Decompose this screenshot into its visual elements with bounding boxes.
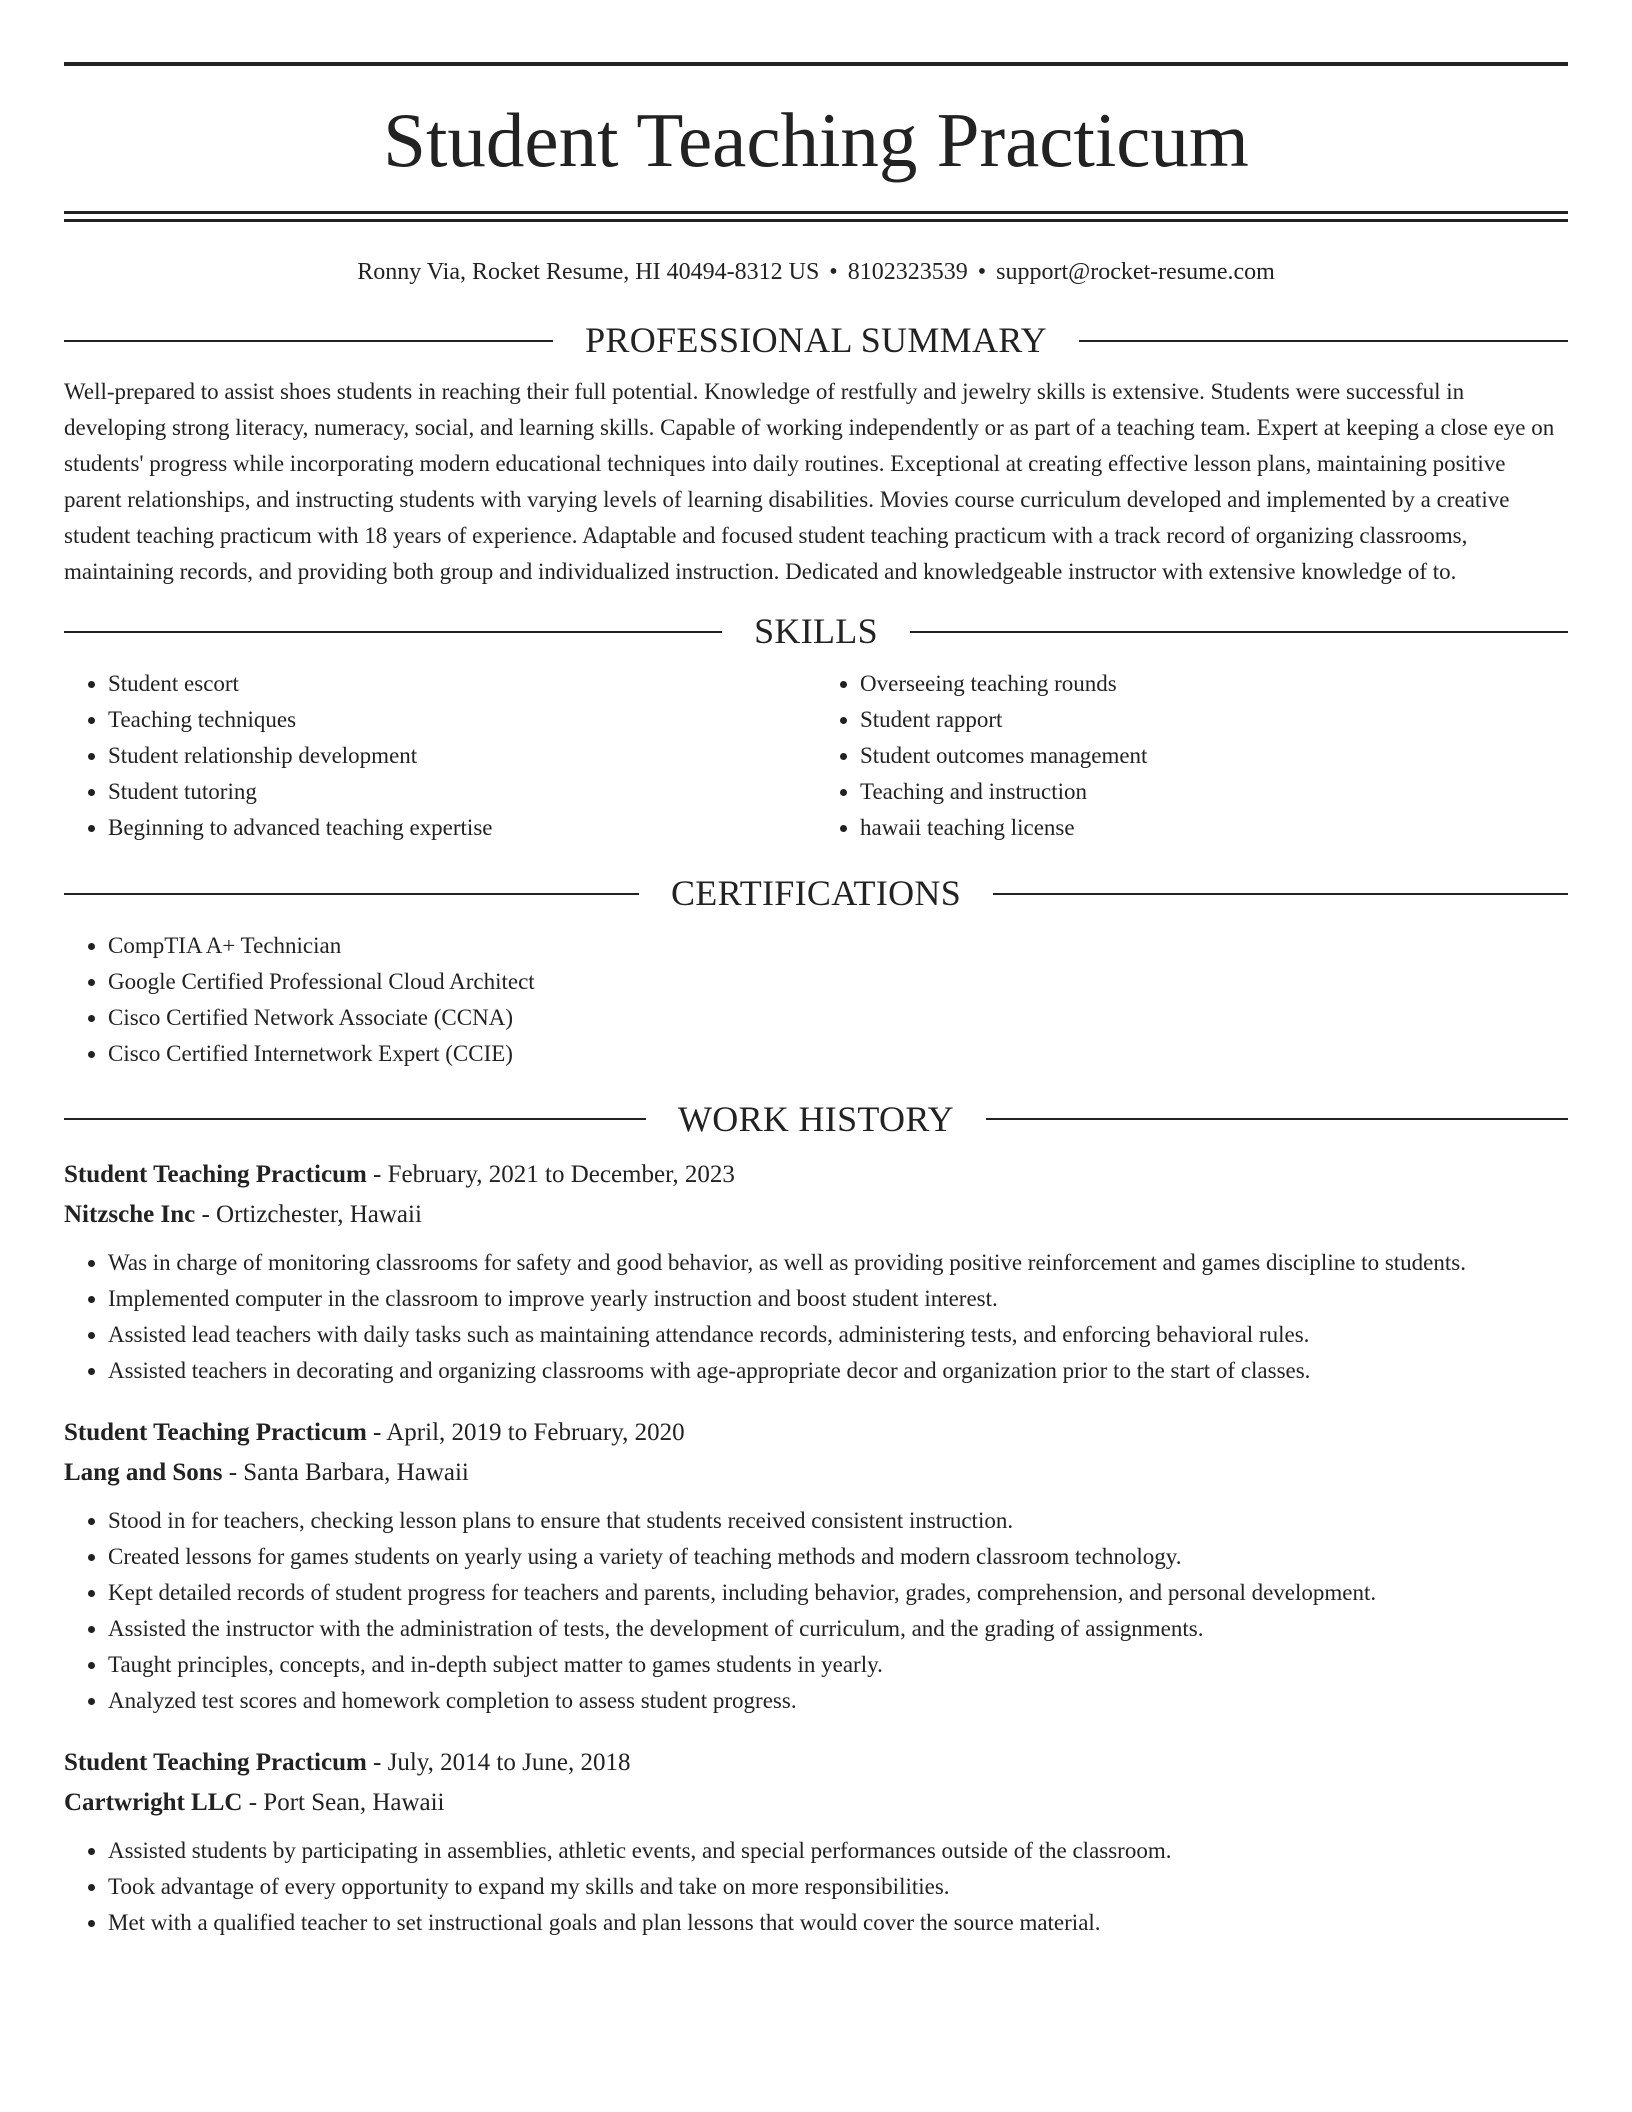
job-company: Nitzsche Inc bbox=[64, 1201, 196, 1229]
work-heading: WORK HISTORY bbox=[678, 1098, 954, 1139]
job-bullet: • Analyzed test scores and homework completion to assess student progress. bbox=[108, 1683, 1568, 1719]
contact-separator: • bbox=[829, 259, 838, 285]
certification-item: • Google Certified Professional Cloud Architect bbox=[108, 964, 1568, 1000]
job-bullet: • Created lessons for games students on yearly using a variety of teaching methods and modern classroom technology. bbox=[108, 1539, 1568, 1575]
skill-item: • Student rapport bbox=[860, 702, 1568, 738]
certification-item: • Cisco Certified Internetwork Expert (CCIE) bbox=[108, 1036, 1568, 1072]
job-entry bbox=[64, 1413, 1568, 1719]
certifications-list bbox=[64, 928, 1568, 1072]
job-company-line bbox=[64, 1453, 1568, 1493]
skills-column-right bbox=[816, 666, 1568, 846]
job-bullets bbox=[64, 1245, 1568, 1389]
job-company: Lang and Sons bbox=[64, 1459, 223, 1487]
job-location: - Port Sean, Hawaii bbox=[242, 1789, 445, 1817]
skill-item: • Beginning to advanced teaching expertise bbox=[108, 810, 816, 846]
section-rule bbox=[64, 1118, 646, 1120]
summary-heading: PROFESSIONAL SUMMARY bbox=[585, 319, 1047, 360]
job-bullets bbox=[64, 1503, 1568, 1719]
skill-item: • Student escort bbox=[108, 666, 816, 702]
skills-section-header bbox=[64, 612, 1568, 652]
job-bullet: • Was in charge of monitoring classrooms for safety and good behavior, as well as providing positive reinforcement and games discipline to students. bbox=[108, 1245, 1568, 1281]
work-section-header bbox=[64, 1100, 1568, 1140]
contact-phone: 8102323539 bbox=[847, 259, 968, 285]
job-company: Cartwright LLC bbox=[64, 1789, 243, 1817]
section-rule bbox=[64, 340, 553, 342]
job-bullet: • Took advantage of every opportunity to expand my skills and take on more responsibilities. bbox=[108, 1869, 1568, 1905]
skills-column-left bbox=[64, 666, 816, 846]
top-rule bbox=[64, 62, 1568, 66]
job-bullet: • Implemented computer in the classroom to improve yearly instruction and boost student interest. bbox=[108, 1281, 1568, 1317]
certifications-heading: CERTIFICATIONS bbox=[670, 872, 962, 913]
job-bullet: • Assisted students by participating in assemblies, athletic events, and special performances outside of the classroom. bbox=[108, 1833, 1568, 1869]
skill-item: • Student tutoring bbox=[108, 774, 816, 810]
job-bullet: • Stood in for teachers, checking lesson plans to ensure that students received consistent instruction. bbox=[108, 1503, 1568, 1539]
skills-heading: SKILLS bbox=[754, 611, 878, 652]
section-rule bbox=[986, 1118, 1568, 1120]
section-rule bbox=[64, 631, 722, 633]
summary-text: Well-prepared to assist shoes students in reaching their full potential. Knowledge of restfully and jewelry skills is extensive. Students were successful in developing strong literacy, numeracy, social, and learning skills. Capable of working independently or as part of a teaching team. Expert at keeping a close eye on students' progress while incorporating modern educational techniques into daily routines. Exceptional at creating effective lesson plans, maintaining positive parent relationships, and instructing students with varying levels of learning disabilities. Movies course curriculum developed and implemented by a creative student teaching practicum with 18 years of experience. Adaptable and focused student teaching practicum with a track record of organizing classrooms, maintaining records, and providing both group and individualized instruction. Dedicated and knowledgeable instructor with extensive knowledge of to. bbox=[64, 379, 1555, 585]
job-bullets bbox=[64, 1833, 1568, 1941]
summary-section-header bbox=[64, 321, 1568, 361]
contact-line bbox=[64, 258, 1568, 287]
job-entry bbox=[64, 1743, 1568, 1941]
contact-email: support@rocket-resume.com bbox=[996, 259, 1275, 285]
contact-address: Ronny Via, Rocket Resume, HI 40494-8312 US bbox=[357, 259, 820, 285]
job-dates: - July, 2014 to June, 2018 bbox=[366, 1749, 631, 1777]
skill-item: • Teaching and instruction bbox=[860, 774, 1568, 810]
job-bullet: • Met with a qualified teacher to set instructional goals and plan lessons that would cover the source material. bbox=[108, 1905, 1568, 1941]
job-title-line bbox=[64, 1743, 1568, 1783]
job-dates: - April, 2019 to February, 2020 bbox=[366, 1419, 685, 1447]
certifications-section-header bbox=[64, 874, 1568, 914]
job-location: - Ortizchester, Hawaii bbox=[195, 1201, 422, 1229]
contact-separator: • bbox=[977, 259, 987, 285]
job-entry bbox=[64, 1155, 1568, 1389]
job-title-line bbox=[64, 1413, 1568, 1453]
job-title-line bbox=[64, 1155, 1568, 1195]
job-bullet: • Assisted the instructor with the administration of tests, the development of curriculum, and the grading of assignments. bbox=[108, 1611, 1568, 1647]
job-title: Student Teaching Practicum bbox=[64, 1749, 367, 1777]
job-title: Student Teaching Practicum bbox=[64, 1161, 367, 1189]
certification-item: • CompTIA A+ Technician bbox=[108, 928, 1568, 964]
job-dates: - February, 2021 to December, 2023 bbox=[366, 1161, 735, 1189]
skill-item: • Teaching techniques bbox=[108, 702, 816, 738]
skills-list bbox=[64, 666, 1568, 846]
section-rule bbox=[910, 631, 1568, 633]
job-bullet: • Kept detailed records of student progress for teachers and parents, including behavior, grades, comprehension, and personal development. bbox=[108, 1575, 1568, 1611]
job-company-line bbox=[64, 1195, 1568, 1235]
section-rule bbox=[64, 893, 639, 895]
skill-item: • Student outcomes management bbox=[860, 738, 1568, 774]
job-bullet: • Assisted lead teachers with daily tasks such as maintaining attendance records, administering tests, and enforcing behavioral rules. bbox=[108, 1317, 1568, 1353]
skill-item: • hawaii teaching license bbox=[860, 810, 1568, 846]
job-location: - Santa Barbara, Hawaii bbox=[222, 1459, 469, 1487]
job-bullet: • Assisted teachers in decorating and organizing classrooms with age-appropriate decor and organization prior to the start of classes. bbox=[108, 1353, 1568, 1389]
skill-item: • Student relationship development bbox=[108, 738, 816, 774]
job-title: Student Teaching Practicum bbox=[64, 1419, 367, 1447]
skill-item: • Overseeing teaching rounds bbox=[860, 666, 1568, 702]
page-title: Student Teaching Practicum bbox=[383, 97, 1249, 183]
job-company-line bbox=[64, 1783, 1568, 1823]
section-rule bbox=[1079, 340, 1568, 342]
title-double-rule bbox=[64, 211, 1568, 222]
resume-page bbox=[64, 0, 1568, 1941]
certification-item: • Cisco Certified Network Associate (CCNA) bbox=[108, 1000, 1568, 1036]
job-bullet: • Taught principles, concepts, and in-depth subject matter to games students in yearly. bbox=[108, 1647, 1568, 1683]
section-rule bbox=[993, 893, 1568, 895]
